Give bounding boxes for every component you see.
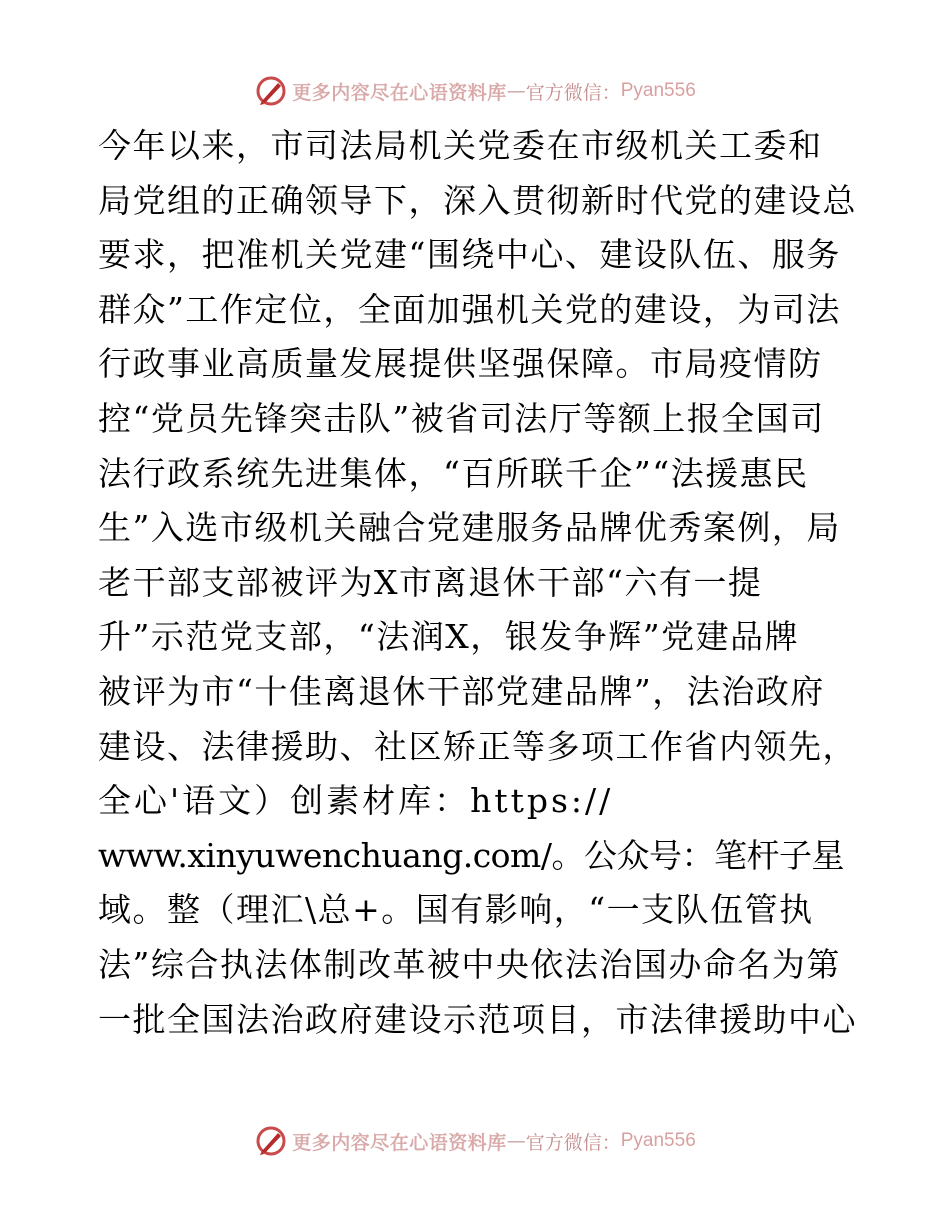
pen-circle-logo-icon <box>254 74 288 108</box>
watermark-sub-text: 官方微信： <box>525 1131 621 1154</box>
text-line: 法”综合执法体制改革被中央依法治国办命名为第 <box>98 944 841 984</box>
text-line: 被评为市“十佳离退休干部党建品牌”，法治政府 <box>98 671 825 711</box>
watermark-wechat-id: Pyan556 <box>620 80 696 101</box>
text-line: 今年以来，市司法局机关党委在市级机关工委和 <box>98 126 823 165</box>
text-line: 群众”工作定位，全面加强机关党的建设，为司法 <box>98 289 841 329</box>
body-paragraph <box>98 124 857 1052</box>
watermark-main-text: 更多内容尽在心语资料库 <box>292 1131 507 1154</box>
text-line: 域。整（理汇\总+。国有影响，“一支队伍管执 <box>98 890 814 930</box>
text-line: 生”入选市级机关融合党建服务品牌优秀案例，局 <box>98 508 841 548</box>
text-line: 老干部支部被评为X市离退休干部“六有一提 <box>98 562 763 602</box>
watermark-separator: — <box>506 80 526 102</box>
watermark-footer <box>0 1124 950 1158</box>
text-line: 行政事业高质量发展提供坚强保障。市局疫情防 <box>98 344 823 384</box>
text-line: 控“党员先锋突击队”被省司法厅等额上报全国司 <box>98 398 825 438</box>
pen-circle-logo-icon <box>254 1124 288 1158</box>
text-line: 全心'语文）创素材库：https:// <box>98 781 614 821</box>
text-line: 法行政系统先进集体，“百所联千企”“法援惠民 <box>98 453 809 493</box>
text-line: www.xinyuwenchuang.com/。公众号：笔杆子星 <box>98 835 844 875</box>
text-line: 建设、法律援助、社区矫正等多项工作省内领先， <box>98 726 857 766</box>
text-line: 一批全国法治政府建设示范项目，市法律援助中心 <box>98 999 857 1039</box>
text-line: 局党组的正确领导下，深入贯彻新时代党的建设总 <box>98 180 857 220</box>
text-line: 要求，把准机关党建“围绕中心、建设队伍、服务 <box>98 235 841 275</box>
watermark-wechat-id: Pyan556 <box>620 1130 696 1151</box>
watermark-separator: — <box>506 1130 526 1152</box>
text-line: 升”示范党支部，“法润X，银发争辉”党建品牌 <box>98 617 800 657</box>
watermark-header <box>0 74 950 108</box>
watermark-main-text: 更多内容尽在心语资料库 <box>292 81 507 104</box>
watermark-sub-text: 官方微信： <box>525 81 621 104</box>
